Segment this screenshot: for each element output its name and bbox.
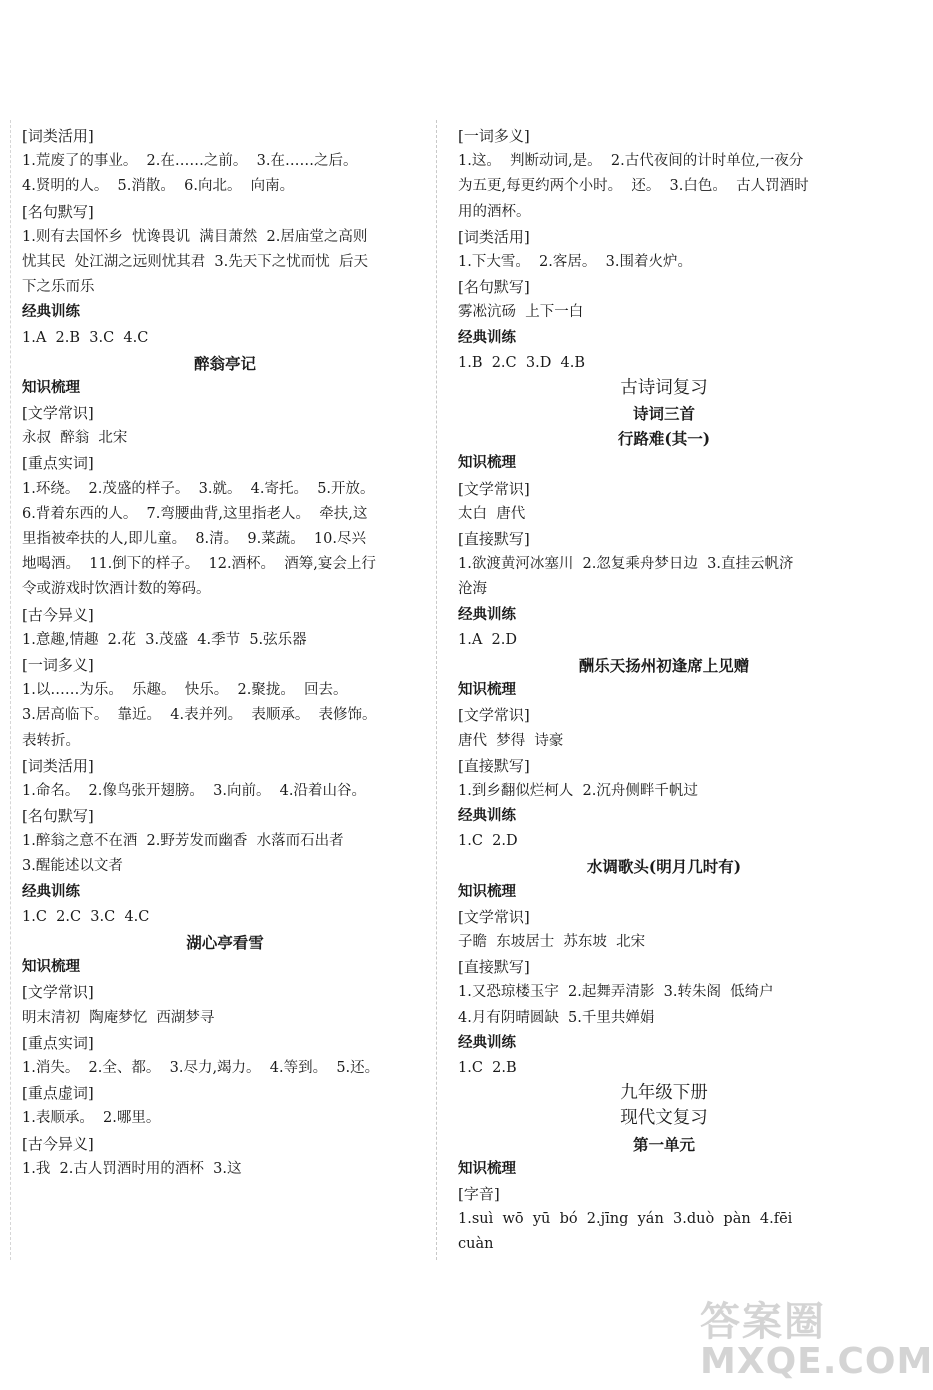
left-text-line: 1.C 2.C 3.C 4.C [22,908,150,925]
left-section-label: [名句默写] [22,202,94,221]
left-text-line: 1.表顺承。 2.哪里。 [22,1110,161,1127]
right-text-line: 4.月有阴晴圆缺 5.千里共婵娟 [458,1009,655,1026]
left-section-label: [文学常识] [22,404,94,423]
left-text-line: 1.醉翁之意不在酒 2.野芳发而幽香 水落而石出者 [22,833,344,850]
right-section-label: [词类活用] [458,227,530,246]
right-text-line: 1.这。 判断动词,是。 2.古代夜间的计时单位,一夜分 [458,153,804,170]
right-section-heading: 知识梳理 [458,682,516,699]
right-section-label: [名句默写] [458,278,530,297]
left-section-heading: 知识梳理 [22,379,80,396]
right-text-line: 1.又恐琼楼玉宇 2.起舞弄清影 3.转朱阁 低绮户 [458,984,774,1001]
left-text-line: 忧其民 处江湖之远则忧其君 3.先天下之忧而忧 后天 [22,253,368,270]
right-text-line: 1.C 2.D [458,833,518,850]
right-section-label: [文学常识] [458,479,530,498]
right-text-line: 太白 唐代 [458,505,526,522]
right-text-line: 1.到乡翻似烂柯人 2.沉舟侧畔千帆过 [458,782,698,799]
right-big-title: 古诗词复习 [620,377,708,398]
right-section-label: [直接默写] [458,530,530,548]
right-text-line: 唐代 梦得 诗豪 [458,732,564,749]
right-title: 水调歌头(明月几时有) [586,857,742,877]
left-section-heading: 经典训练 [22,883,80,900]
left-text-line: 1.环绕。 2.茂盛的样子。 3.就。 4.寄托。 5.开放。 [22,480,375,497]
left-section-label: [一词多义] [22,655,94,674]
left-section-label: [文学常识] [22,983,94,1002]
left-column [22,124,428,1182]
right-text-line: 雾凇沆砀 上下一白 [458,304,584,321]
right-text-line: 为五更,每更约两个小时。 还。 3.白色。 古人罚酒时 [458,178,809,195]
left-text-line: 1.消失。 2.全、都。 3.尽力,竭力。 4.等到。 5.还。 [22,1059,380,1076]
right-title: 酬乐天扬州初逢席上见赠 [578,655,750,675]
margin-rule [10,120,11,1260]
right-section-label: [直接默写] [458,756,530,775]
left-section-label: [重点虚词] [22,1084,94,1103]
right-title: 第一单元 [632,1134,695,1154]
left-text-line: 表转折。 [22,732,80,749]
right-section-label: [字音] [458,1184,500,1203]
left-text-line: 下之乐而乐 [22,279,95,296]
left-text-line: 1.以……为乐。 乐趣。 快乐。 2.聚拢。 回去。 [22,682,348,699]
left-text-line: 1.意趣,情趣 2.花 3.茂盛 4.季节 5.弦乐器 [22,631,307,648]
right-section-label: [文学常识] [458,907,530,926]
left-section-label: [古今异义] [22,1134,94,1153]
left-section-heading: 经典训练 [22,304,80,321]
right-text-line: 1.B 2.C 3.D 4.B [458,354,586,371]
right-text-line: cuàn [458,1236,494,1253]
left-text-line: 1.命名。 2.像鸟张开翅膀。 3.向前。 4.沿着山谷。 [22,782,366,799]
right-section-heading: 经典训练 [458,808,516,825]
right-big-title: 现代文复习 [620,1108,708,1129]
left-text-line: 1.我 2.古人罚酒时用的酒杯 3.这 [22,1160,242,1177]
left-text-line: 地喝酒。 11.倒下的样子。 12.酒杯。 酒筹,宴会上行 [22,556,376,573]
right-text-line: 1.C 2.B [458,1059,517,1076]
left-text-line: 3.醒能述以文者 [22,858,123,875]
right-column [458,124,870,1257]
right-title: 诗词三首 [632,404,695,424]
right-big-title: 九年级下册 [620,1083,708,1104]
left-section-label: [古今异义] [22,605,94,624]
right-text-line: 沧海 [458,581,487,598]
right-text-line: 1.A 2.D [458,631,517,648]
left-title: 醉翁亭记 [193,353,256,373]
left-title: 湖心亭看雪 [186,933,264,952]
left-section-label: [名句默写] [22,807,94,826]
left-text-line: 4.贤明的人。 5.消散。 6.向北。 向南。 [22,178,295,195]
left-section-label: [词类活用] [22,756,94,775]
right-section-heading: 知识梳理 [458,883,516,900]
right-text-line: 1.下大雪。 2.客居。 3.围着火炉。 [458,253,692,270]
watermark-bottom: MXQE.COM [700,1341,933,1382]
left-text-line: 1.则有去国怀乡 忧谗畏讥 满目萧然 2.居庙堂之高则 [22,228,368,245]
left-text-line: 6.背着东西的人。 7.弯腰曲背,这里指老人。 牵扶,这 [22,505,368,522]
right-text-line: 子瞻 东坡居士 苏东坡 北宋 [458,934,646,950]
right-text-line: 用的酒杯。 [458,203,531,220]
right-section-heading: 经典训练 [458,1034,516,1051]
right-section-heading: 知识梳理 [458,1160,516,1177]
right-text-line: 1.suì wō yū bó 2.jīng yán 3.duò pàn 4.fēi [458,1211,793,1228]
right-section-heading: 经典训练 [458,606,516,623]
right-section-label: [直接默写] [458,958,530,977]
left-text-line: 1.A 2.B 3.C 4.C [22,329,149,346]
right-section-heading: 知识梳理 [458,455,516,472]
right-text-line: 1.欲渡黄河冰塞川 2.忽复乘舟梦日边 3.直挂云帆济 [458,556,794,573]
watermark-logo [700,1290,933,1385]
left-text-line: 明末清初 陶庵梦忆 西湖梦寻 [22,1009,215,1026]
left-section-label: [重点实词] [22,1033,94,1052]
left-section-label: [重点实词] [22,454,94,473]
right-section-heading: 经典训练 [458,329,516,346]
left-section-label: [词类活用] [22,127,94,145]
left-text-line: 3.居高临下。 靠近。 4.表并列。 表顺承。 表修饰。 [22,707,377,724]
watermark-top: 答案圈 [700,1299,826,1345]
left-text-line: 里指被牵扶的人,即儿童。 8.清。 9.菜蔬。 10.尽兴 [22,531,366,547]
left-text-line: 永叔 醉翁 北宋 [22,430,128,447]
left-section-heading: 知识梳理 [22,959,80,976]
left-text-line: 令或游戏时饮酒计数的筹码。 [22,581,211,598]
right-title: 行路难(其一) [617,429,711,449]
right-section-label: [文学常识] [458,706,530,725]
column-divider [436,120,437,1260]
right-section-label: [一词多义] [458,127,530,145]
left-text-line: 1.荒废了的事业。 2.在……之前。 3.在……之后。 [22,153,358,170]
